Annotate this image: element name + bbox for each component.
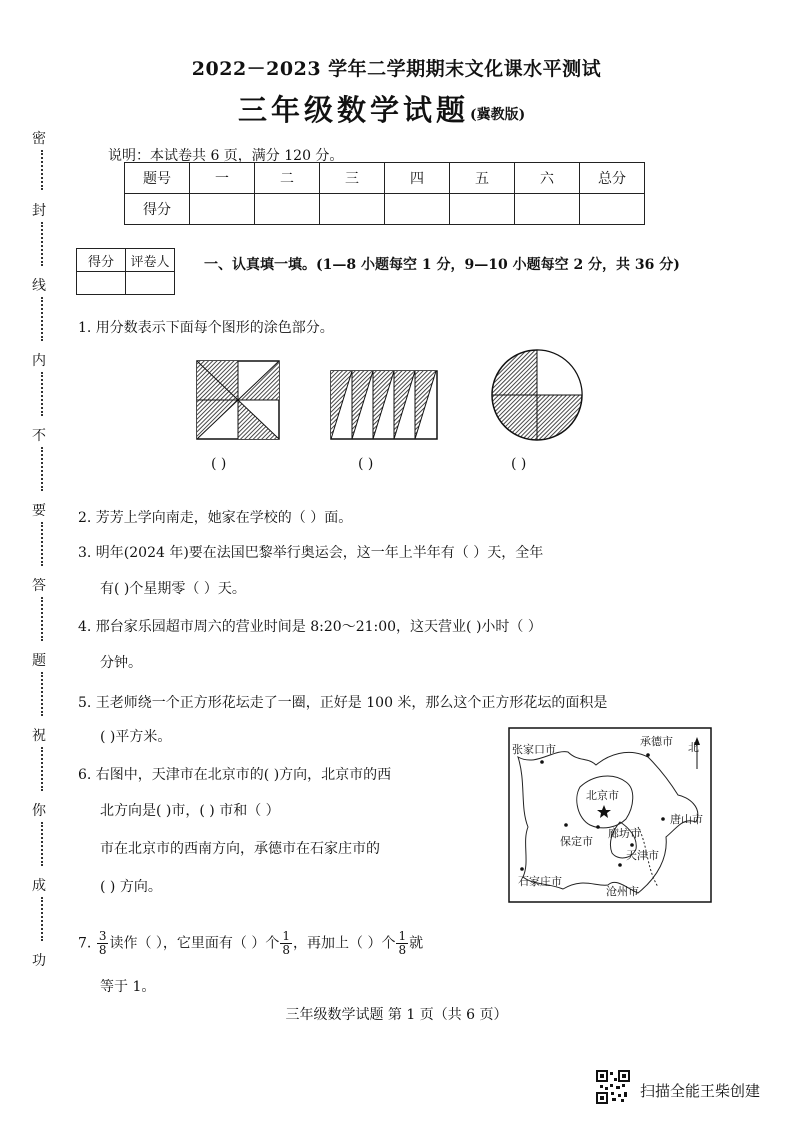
score-cell[interactable] xyxy=(385,194,450,225)
map-label-baoding: 保定市 xyxy=(560,835,593,848)
map-label-zhangjiakou: 张家口市 xyxy=(512,743,556,756)
fraction-three-eighths xyxy=(97,930,109,957)
seal-char: 线 xyxy=(32,278,46,294)
exam-title: 2022－2023 学年二学期期末文化课水平测试 xyxy=(191,58,602,80)
map-north-label: 北 xyxy=(688,741,699,754)
seal-dots xyxy=(41,297,45,341)
seal-char: 题 xyxy=(32,653,46,669)
question-6-line3: 市在北京市的西南方向，承德市在石家庄市的 xyxy=(100,841,380,857)
seal-char: 不 xyxy=(32,428,46,444)
seal-char: 密 xyxy=(32,131,46,147)
score-header-cell: 五 xyxy=(450,163,515,194)
frac-den: 8 xyxy=(282,943,290,957)
score-header-cell: 题号 xyxy=(125,163,190,194)
question-2: 2. 芳芳上学向南走，她家在学校的（ ）面。 xyxy=(78,510,353,526)
exam-note: 说明：本试卷共 6 页，满分 120 分。 xyxy=(108,148,344,164)
score-cell[interactable] xyxy=(190,194,255,225)
map-label-chengde: 承德市 xyxy=(640,735,673,748)
seal-char: 答 xyxy=(32,578,46,594)
seal-dots xyxy=(41,222,45,266)
question-7-line1 xyxy=(78,930,423,957)
answer-blank-1c[interactable]: ( ) xyxy=(511,456,527,472)
score-cell[interactable] xyxy=(320,194,385,225)
grader-score-label: 得分 xyxy=(77,249,126,272)
score-table xyxy=(124,162,645,225)
question-5-line2: ( )平方米。 xyxy=(100,729,172,745)
seal-char: 封 xyxy=(32,203,46,219)
map-label-tianjin: 天津市 xyxy=(626,849,659,862)
question-6-line4: ( ) 方向。 xyxy=(100,879,162,895)
frac-den: 8 xyxy=(398,943,407,957)
edition-label: (冀教版) xyxy=(470,107,526,123)
score-cell[interactable] xyxy=(255,194,320,225)
map-label-tangshan: 唐山市 xyxy=(670,813,703,826)
exam-subtitle: 三年级数学试题 xyxy=(238,93,470,127)
question-7-line2: 等于 1。 xyxy=(100,979,156,995)
seal-dots xyxy=(41,372,45,416)
seal-dots xyxy=(41,897,45,941)
question-7-text-c: 就 xyxy=(409,935,424,952)
figure-circle-quarters xyxy=(490,348,584,442)
seal-dots xyxy=(41,822,45,866)
seal-char: 功 xyxy=(32,953,46,969)
figure-square-triangles xyxy=(196,360,280,440)
answer-blank-1a[interactable]: ( ) xyxy=(211,456,227,472)
score-header-cell: 二 xyxy=(255,163,320,194)
grader-score-cell[interactable] xyxy=(77,272,126,295)
score-header-cell: 三 xyxy=(320,163,385,194)
figure-rectangle-strips xyxy=(330,370,438,440)
score-row-label: 得分 xyxy=(125,194,190,225)
seal-dots xyxy=(41,150,45,190)
question-7-text-b: ，再加上（ ）个 xyxy=(293,935,396,952)
frac-den: 8 xyxy=(98,943,107,957)
seal-dots xyxy=(41,747,45,791)
question-6-line1: 6. 右图中，天津市在北京市的( )方向，北京市的西 xyxy=(78,767,392,783)
section-heading: 一、认真填一填。(1—8 小题每空 1 分，9—10 小题每空 2 分，共 36 分) xyxy=(204,257,680,273)
frac-num: 1 xyxy=(282,929,290,943)
fraction-one-eighth xyxy=(280,930,292,957)
score-header-cell: 四 xyxy=(385,163,450,194)
score-cell[interactable] xyxy=(515,194,580,225)
score-cell[interactable] xyxy=(450,194,515,225)
seal-dots xyxy=(41,447,45,491)
seal-dots xyxy=(41,597,45,641)
frac-num: 3 xyxy=(98,929,107,943)
fraction-one-eighth xyxy=(396,930,408,957)
seal-char: 成 xyxy=(32,878,46,894)
seal-char: 你 xyxy=(32,803,46,819)
page-footer: 三年级数学试题 第 1 页（共 6 页） xyxy=(285,1007,508,1023)
seal-line xyxy=(28,120,58,980)
question-3-line2: 有( )个星期零（ ）天。 xyxy=(100,581,246,597)
map-label-langfang: 廊坊市 xyxy=(608,827,641,840)
question-7-text-a: 读作（ ），它里面有（ ）个 xyxy=(109,935,280,952)
scanner-watermark: 扫描全能王柴创建 xyxy=(640,1082,761,1100)
seal-dots xyxy=(41,672,45,716)
question-6-line2: 北方向是( )市，( ) 市和（ ） xyxy=(100,803,280,819)
score-header-cell: 六 xyxy=(515,163,580,194)
question-4-line1: 4. 邢台家乐园超市周六的营业时间是 8:20～21:00，这天营业( )小时（ ） xyxy=(78,619,542,635)
seal-char: 祝 xyxy=(32,728,46,744)
map-label-shijiazhuang: 石家庄市 xyxy=(518,875,562,888)
grader-name-label: 评卷人 xyxy=(126,249,175,272)
seal-char: 要 xyxy=(32,503,46,519)
grader-table xyxy=(76,248,175,295)
score-header-cell: 一 xyxy=(190,163,255,194)
seal-dots xyxy=(41,522,45,566)
hebei-map xyxy=(508,727,712,903)
question-4-line2: 分钟。 xyxy=(100,655,142,671)
seal-char: 内 xyxy=(32,353,46,369)
frac-num: 1 xyxy=(398,929,407,943)
qr-code-icon xyxy=(596,1070,630,1104)
score-cell[interactable] xyxy=(580,194,645,225)
map-label-beijing: 北京市 xyxy=(586,789,619,802)
grader-name-cell[interactable] xyxy=(126,272,175,295)
question-7-number: 7. xyxy=(78,935,92,952)
score-header-cell: 总分 xyxy=(580,163,645,194)
question-3-line1: 3. 明年(2024 年)要在法国巴黎举行奥运会，这一年上半年有（ ）天，全年 xyxy=(78,545,544,561)
question-1: 1. 用分数表示下面每个图形的涂色部分。 xyxy=(78,320,334,336)
question-5-line1: 5. 王老师绕一个正方形花坛走了一圈，正好是 100 米，那么这个正方形花坛的面积是 xyxy=(78,695,608,711)
map-label-cangzhou: 沧州市 xyxy=(606,885,639,898)
answer-blank-1b[interactable]: ( ) xyxy=(358,456,374,472)
